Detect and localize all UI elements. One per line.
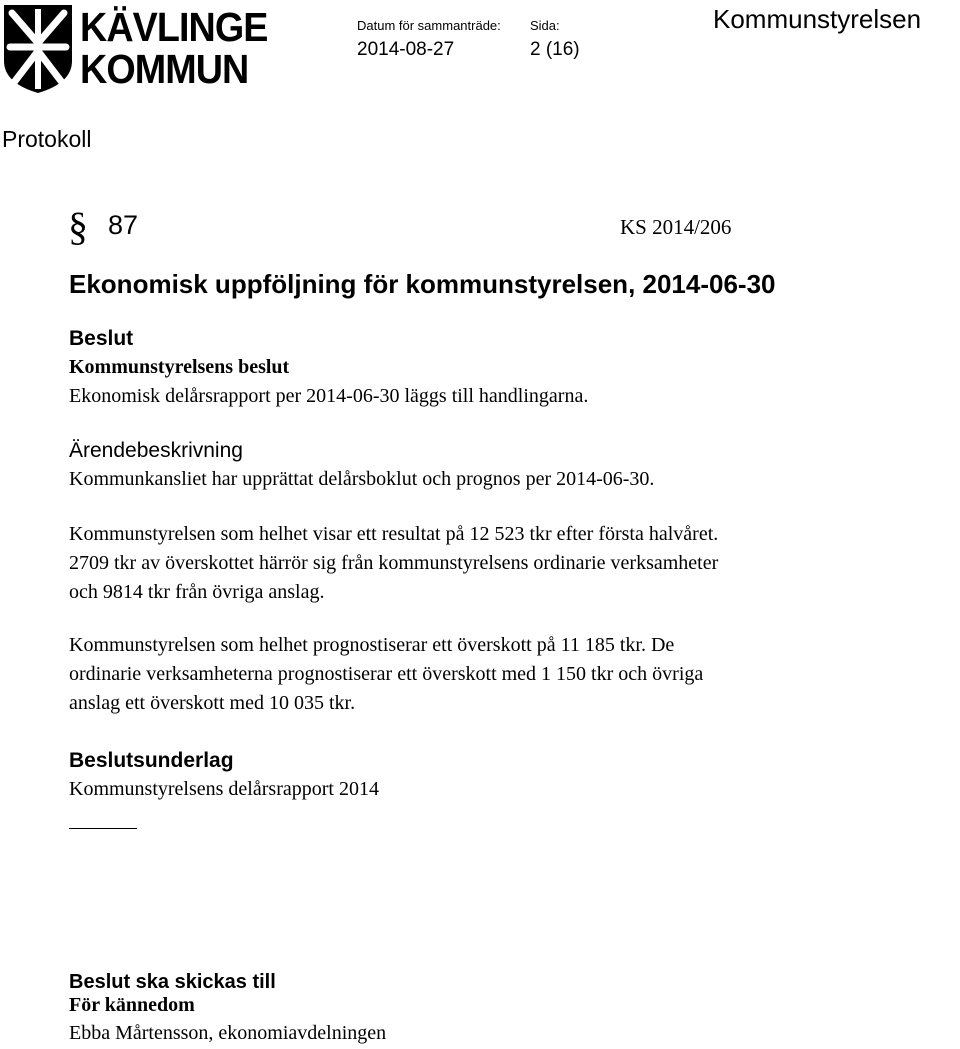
paragraph-number: 87 (108, 210, 139, 240)
paragraph-sign: § (68, 204, 88, 249)
document-type: Protokoll (2, 126, 92, 152)
arendebeskrivning-heading: Ärendebeskrivning (69, 439, 243, 462)
arende-paragraph-2-line-3: och 9814 tkr från övriga anslag. (69, 581, 325, 603)
distribution-heading: Beslut ska skickas till (69, 971, 276, 993)
distribution-recipient: Ebba Mårtensson, ekonomiavdelningen (69, 1022, 387, 1044)
meeting-date-value: 2014-08-27 (357, 39, 455, 60)
beslut-heading: Beslut (69, 327, 134, 350)
beslut-text: Ekonomisk delårsrapport per 2014-06-30 läggs till handlingarna. (69, 385, 589, 407)
kavlinge-kommun-logo (2, 3, 268, 95)
logo-line-1: KÄVLINGE (80, 4, 268, 50)
page-label: Sida: (530, 18, 560, 33)
municipal-crest-icon (2, 3, 74, 95)
meeting-date-label: Datum för sammanträde: (357, 18, 501, 33)
beslut-subheading: Kommunstyrelsens beslut (69, 356, 290, 378)
beslutsunderlag-heading: Beslutsunderlag (69, 749, 234, 772)
beslutsunderlag-item: Kommunstyrelsens delårsrapport 2014 (69, 778, 379, 800)
page-value: 2 (16) (530, 39, 580, 60)
case-number: KS 2014/206 (620, 215, 732, 239)
arende-paragraph-2-line-2: 2709 tkr av överskottet härrör sig från kommunstyrelsens ordinarie verksamheter (69, 552, 719, 574)
arende-paragraph-3-line-3: anslag ett överskott med 10 035 tkr. (69, 692, 356, 714)
arende-paragraph-2-line-1: Kommunstyrelsen som helhet visar ett resultat på 12 523 tkr efter första halvåret. (69, 523, 719, 545)
page-title: Ekonomisk uppföljning för kommunstyrelsen, 2014-06-30 (69, 269, 776, 299)
arende-paragraph-3-line-1: Kommunstyrelsen som helhet prognostiserar ett överskott på 11 185 tkr. De (69, 634, 675, 656)
arende-paragraph-3-line-2: ordinarie verksamheterna prognostiserar ett överskott med 1 150 tkr och övriga (69, 663, 704, 685)
arende-paragraph-1: Kommunkansliet har upprättat delårsboklut och prognos per 2014-06-30. (69, 468, 655, 490)
distribution-subheading: För kännedom (69, 994, 195, 1016)
organization-title: Kommunstyrelsen (713, 4, 922, 34)
logo-line-2: KOMMUN (80, 46, 249, 92)
section-divider (69, 828, 137, 829)
